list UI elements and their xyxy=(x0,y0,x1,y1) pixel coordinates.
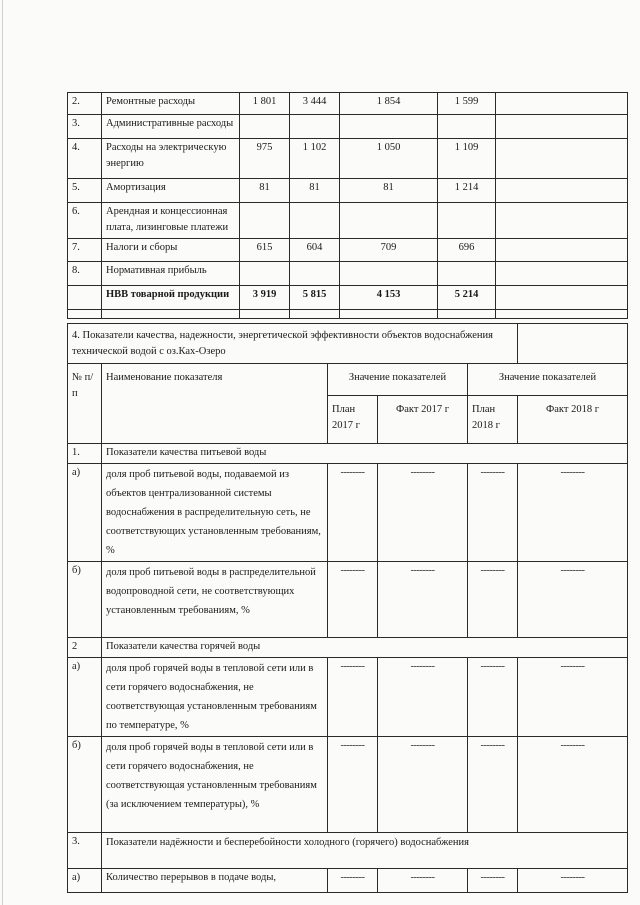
row-name: НВВ товарной продукции xyxy=(102,286,240,310)
costs-table xyxy=(67,92,628,319)
section-name: Показатели надёжности и бесперебойности холодного (горячего) водоснабжения xyxy=(102,833,628,869)
row-number: а) xyxy=(68,464,102,562)
value-cell xyxy=(340,262,438,286)
table-row xyxy=(68,833,628,869)
empty-cell xyxy=(496,262,628,286)
value-cell: 3 444 xyxy=(290,93,340,115)
table-row xyxy=(68,464,628,562)
section-title: 4. Показатели качества, надежности, энергетической эффективности объектов водоснабжения технической водой с оз.Ках-Озеро xyxy=(68,324,518,364)
row-number: а) xyxy=(68,869,102,893)
dash-cell: -------- xyxy=(328,562,378,638)
value-cell: 81 xyxy=(290,179,340,203)
value-cell: 1 854 xyxy=(340,93,438,115)
value-cell: 3 919 xyxy=(240,286,290,310)
dash-cell: -------- xyxy=(468,464,518,562)
table-row xyxy=(68,444,628,464)
value-cell: 709 xyxy=(340,239,438,262)
value-cell: 5 815 xyxy=(290,286,340,310)
dash-cell: -------- xyxy=(518,464,628,562)
value-cell: 4 153 xyxy=(340,286,438,310)
header-plan-2018: План 2018 г xyxy=(468,396,518,444)
dash-cell: -------- xyxy=(468,658,518,737)
row-name: Количество перерывов в подаче воды, xyxy=(102,869,328,893)
row-name: Амортизация xyxy=(102,179,240,203)
row-number: а) xyxy=(68,658,102,737)
header-plan-2017: План 2017 г xyxy=(328,396,378,444)
row-name: Ремонтные расходы xyxy=(102,93,240,115)
dash-cell: -------- xyxy=(328,869,378,893)
value-cell xyxy=(290,115,340,139)
empty-cell xyxy=(496,239,628,262)
table-row xyxy=(68,93,628,115)
dash-cell: -------- xyxy=(378,464,468,562)
value-cell: 696 xyxy=(438,239,496,262)
empty-cell xyxy=(496,115,628,139)
value-cell xyxy=(240,262,290,286)
row-name: доля проб питьевой воды в распределительной водопроводной сети, не соответствующих установленным требованиям, % xyxy=(102,562,328,638)
value-cell: 81 xyxy=(240,179,290,203)
row-number: 2. xyxy=(68,93,102,115)
value-cell: 975 xyxy=(240,139,290,179)
dash-cell: -------- xyxy=(378,869,468,893)
table-row xyxy=(68,286,628,310)
scan-edge xyxy=(2,0,3,905)
table-row xyxy=(68,262,628,286)
empty-cell xyxy=(496,286,628,310)
dash-cell: -------- xyxy=(468,869,518,893)
table-row xyxy=(68,638,628,658)
dash-cell: -------- xyxy=(468,562,518,638)
header-fact-2018: Факт 2018 г xyxy=(518,396,628,444)
row-name: Налоги и сборы xyxy=(102,239,240,262)
value-cell: 604 xyxy=(290,239,340,262)
row-number: 1. xyxy=(68,444,102,464)
value-cell xyxy=(240,203,290,239)
row-number: 6. xyxy=(68,203,102,239)
dash-cell: -------- xyxy=(378,562,468,638)
row-number: 4. xyxy=(68,139,102,179)
header-group-2018: Значение показателей xyxy=(468,364,628,396)
row-number xyxy=(68,286,102,310)
value-cell: 5 214 xyxy=(438,286,496,310)
empty-cell xyxy=(496,93,628,115)
value-cell: 615 xyxy=(240,239,290,262)
empty-cell xyxy=(496,203,628,239)
dash-cell: -------- xyxy=(328,658,378,737)
dash-cell: -------- xyxy=(328,737,378,833)
empty-cell xyxy=(518,324,628,364)
section-title-row xyxy=(68,324,628,364)
row-number: 5. xyxy=(68,179,102,203)
header-row xyxy=(68,364,628,396)
row-name: доля проб горячей воды в тепловой сети или в сети горячего водоснабжения, не соответствующая установленным требованиям по температуре, % xyxy=(102,658,328,737)
value-cell: 1 214 xyxy=(438,179,496,203)
row-name: Нормативная прибыль xyxy=(102,262,240,286)
value-cell xyxy=(438,262,496,286)
table-row xyxy=(68,179,628,203)
value-cell: 81 xyxy=(340,179,438,203)
value-cell xyxy=(290,262,340,286)
row-name: доля проб питьевой воды, подаваемой из объектов централизованной системы водоснабжения в распределительную сеть, не соответствующих установленным требованиям, % xyxy=(102,464,328,562)
row-name: Административные расходы xyxy=(102,115,240,139)
row-number: б) xyxy=(68,562,102,638)
value-cell: 1 599 xyxy=(438,93,496,115)
value-cell xyxy=(438,115,496,139)
row-name: доля проб горячей воды в тепловой сети или в сети горячего водоснабжения, не соответствующая установленным требованиям (за исключением температуры), % xyxy=(102,737,328,833)
table-row xyxy=(68,139,628,179)
value-cell xyxy=(438,203,496,239)
header-name: Наименование показателя xyxy=(102,364,328,444)
table-row xyxy=(68,310,628,319)
empty-cell xyxy=(496,139,628,179)
value-cell xyxy=(340,115,438,139)
value-cell: 1 050 xyxy=(340,139,438,179)
header-group-2017: Значение показателей xyxy=(328,364,468,396)
dash-cell: -------- xyxy=(378,658,468,737)
table-row xyxy=(68,115,628,139)
table-row xyxy=(68,239,628,262)
dash-cell: -------- xyxy=(518,869,628,893)
value-cell: 1 801 xyxy=(240,93,290,115)
indicators-table xyxy=(67,323,628,893)
section-name: Показатели качества горячей воды xyxy=(102,638,628,658)
row-number: 2 xyxy=(68,638,102,658)
value-cell xyxy=(240,115,290,139)
value-cell: 1 109 xyxy=(438,139,496,179)
table-row xyxy=(68,658,628,737)
dash-cell: -------- xyxy=(378,737,468,833)
row-number: б) xyxy=(68,737,102,833)
row-number: 8. xyxy=(68,262,102,286)
row-number: 7. xyxy=(68,239,102,262)
table-row xyxy=(68,869,628,893)
value-cell: 1 102 xyxy=(290,139,340,179)
row-number: 3. xyxy=(68,833,102,869)
value-cell xyxy=(340,203,438,239)
empty-cell xyxy=(496,179,628,203)
row-name: Расходы на электрическую энергию xyxy=(102,139,240,179)
row-number: 3. xyxy=(68,115,102,139)
dash-cell: -------- xyxy=(518,562,628,638)
table-row xyxy=(68,737,628,833)
dash-cell: -------- xyxy=(518,658,628,737)
dash-cell: -------- xyxy=(328,464,378,562)
header-fact-2017: Факт 2017 г xyxy=(378,396,468,444)
header-num: № п/п xyxy=(68,364,102,444)
dash-cell: -------- xyxy=(518,737,628,833)
value-cell xyxy=(290,203,340,239)
section-name: Показатели качества питьевой воды xyxy=(102,444,628,464)
table-row xyxy=(68,203,628,239)
dash-cell: -------- xyxy=(468,737,518,833)
row-name: Арендная и концессионная плата, лизинговые платежи xyxy=(102,203,240,239)
table-row xyxy=(68,562,628,638)
